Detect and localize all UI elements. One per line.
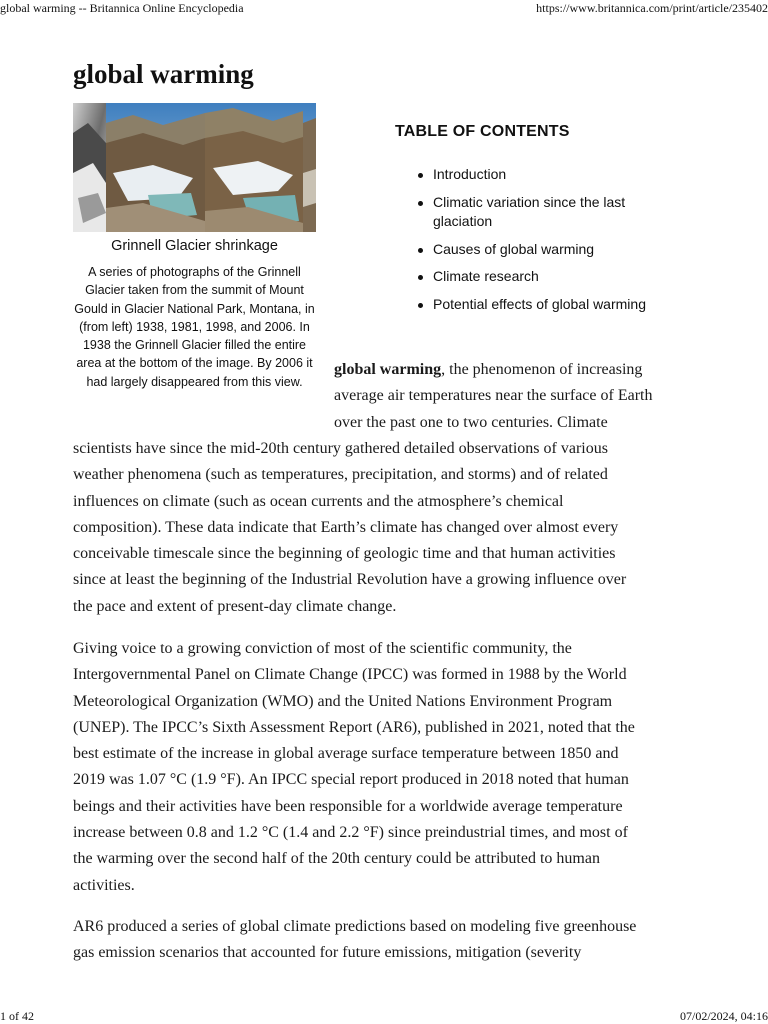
toc-item-potential-effects[interactable]: Potential effects of global warming: [416, 295, 663, 315]
figure: [73, 103, 316, 391]
paragraph-2: [73, 636, 703, 899]
paragraph-line: scientists have since the mid-20th century gathered detailed observations of various: [73, 440, 608, 457]
paragraph-line: gas emission scenarios that accounted for future emissions, mitigation (severity: [73, 944, 582, 962]
paragraph-line: (UNEP). The IPCC’s Sixth Assessment Report (AR6), published in 2021, noted that the: [73, 718, 635, 736]
paragraph-line: [334, 357, 694, 383]
paragraph-line: since at least the beginning of the Industrial Revolution have a growing influence over: [73, 571, 627, 589]
paragraph-line: composition). These data indicate that Earth’s climate has changed over almost every: [73, 518, 619, 536]
toc-item-climate-research[interactable]: Climate research: [416, 267, 663, 287]
paragraph-line: average air temperatures near the surface of Earth: [334, 387, 653, 405]
lead-term: global warming: [334, 361, 442, 378]
paragraph-line: increase between 0.8 and 1.2 °C (1.4 and 2.2 °F) since preindustrial times, and most of: [73, 824, 628, 842]
toc-item-climatic-variation[interactable]: Climatic variation since the last glaciation: [416, 193, 663, 232]
paragraph-line: activities.: [73, 876, 135, 894]
paragraph-line: conceivable timescale since the beginning of geologic time and that human activities: [73, 545, 616, 563]
paragraph-line: weather phenomena (such as temperatures, precipitation, and storms) and of related: [73, 466, 608, 484]
paragraph-line: Giving voice to a growing conviction of most of the scientific community, the: [73, 640, 572, 657]
article-title: global warming: [73, 59, 254, 89]
paragraph-line: beings and their activities have been responsible for a worldwide average temperature: [73, 797, 623, 815]
paragraph-line: influences on climate (such as ocean currents and the atmosphere’s chemical: [73, 492, 564, 510]
print-header-title: global warming -- Britannica Online Encyclopedia: [0, 1, 244, 15]
toc-item-introduction[interactable]: Introduction: [416, 165, 663, 185]
print-header-url: https://www.britannica.com/print/article/235402: [536, 1, 768, 15]
paragraph-line: the pace and extent of present-day climate change.: [73, 597, 397, 615]
toc-item-causes[interactable]: Causes of global warming: [416, 240, 663, 260]
photo-1998: [205, 103, 303, 232]
paragraph-line: Meteorological Organization (WMO) and the United Nations Environment Program: [73, 692, 613, 710]
figure-title: Grinnell Glacier shrinkage: [111, 238, 278, 254]
paragraph-1-rest: [73, 436, 703, 620]
paragraph-line: AR6 produced a series of global climate predictions based on modeling five greenhouse: [73, 918, 637, 935]
paragraph-line: over the past one to two centuries. Climate: [334, 413, 608, 431]
glacier-photo-strip[interactable]: [73, 103, 316, 232]
paragraph-line: the warming over the second half of the 20th century could be attributed to human: [73, 850, 600, 868]
photo-2006: [303, 103, 316, 232]
paragraph-line-text: , the phenomenon of increasing: [441, 361, 643, 378]
toc-list: [395, 165, 695, 314]
paragraph-line: Intergovernmental Panel on Climate Change (IPCC) was formed in 1988 by the World: [73, 666, 627, 684]
paragraph-line: best estimate of the increase in global average surface temperature between 1850 and: [73, 745, 619, 763]
photo-1938: [73, 103, 106, 232]
table-of-contents: [395, 120, 695, 322]
paragraph-3: [73, 914, 703, 967]
page-counter: 1 of 42: [0, 1009, 34, 1023]
paragraph-line: 2019 was 1.07 °C (1.9 °F). An IPCC special report produced in 2018 noted that human: [73, 771, 629, 789]
figure-caption: A series of photographs of the Grinnell Glacier taken from the summit of Mount Gould in Glacier National Park, Montana, in (from left) 1938, 1981, 1998, and 2006. In 1938 the Grinnell Glacier filled the entire area at the bottom of the image. By 2006 it had largely disappeared from this view.: [74, 265, 315, 389]
print-datetime: 07/02/2024, 04:16: [679, 1009, 768, 1023]
paragraph-1-top: [334, 357, 694, 436]
toc-heading: TABLE OF CONTENTS: [395, 123, 570, 140]
photo-1981: [106, 103, 205, 232]
